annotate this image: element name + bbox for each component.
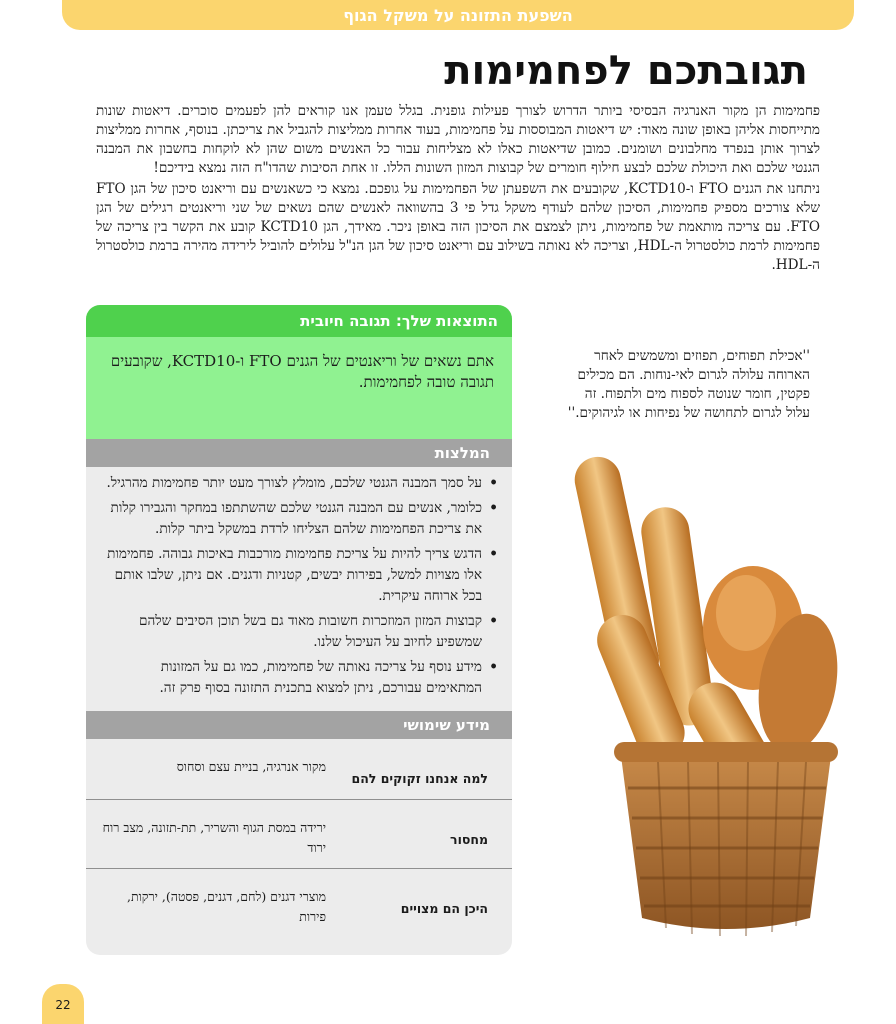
table-row bbox=[86, 739, 512, 800]
list-item: • כלומר, אנשים עם המבנה הגנטי שלכם שהשתתפו במחקר והגבירו קלות את צריכת הפחמימות שלהם הצליחו לרדת במשקל ביתר קלות. bbox=[102, 498, 482, 540]
chapter-title: השפעת התזונה על משקל הגוף bbox=[343, 6, 573, 25]
info-key: היכן הם מצויים bbox=[332, 869, 512, 938]
info-key: למה אנחנו זקוקים להם bbox=[351, 771, 488, 786]
page-number: 22 bbox=[42, 984, 84, 1024]
intro-text bbox=[96, 102, 820, 277]
chapter-banner bbox=[62, 0, 854, 30]
list-item: • על סמך המבנה הגנטי שלכם, מומלץ לצורך מעט יותר פחמימות מהרגיל. bbox=[102, 473, 482, 494]
recommendations-list bbox=[86, 467, 512, 711]
side-quote: ''אכילת תפוחים, תפוזים ומשמשים לאחר הארוחה עלולה לגרום לאי-נוחות. הם מכילים פקטין, חומר שנוטה לספוח מים ולתפוח. זה עלול לגרום לתחושה של נפיחות או לגיהוקים.'' bbox=[567, 348, 810, 421]
recommendations-header: המלצות bbox=[86, 439, 512, 467]
bread-basket-image bbox=[548, 448, 848, 948]
info-value: מקור אנרגיה, בניית עצם וסחוס bbox=[176, 759, 326, 774]
intro-paragraph-2: ניתחנו את הגנים FTO ו-KCTD10, שקובעים את השפעתן של הפחמימות על גופכם. נמצא כי כשאנשים עם וריאנט סיכון של הגן FTO שלא צורכים מספיק פחמימות, הסיכון שלהם לעודף משקל גדל פי 3 בהשוואה לאנשים שהם נשאים של שני וריאנטים רגילים של הגן FTO. עם צריכה מותאמת של פחמימות, ניתן לצמצם את הסיכון הזה באופן ניכר. מאידך, הגן KCTD10 קובע את הקשר בין צריכה של פחמימות לרמת כולסטרול ה-HDL, וצריכה לא נאותה בשילוב עם וריאנט סיכון של הגן הנ"ל עלולים להוביל לירידה מהירה ברמת כולסטרול ה-HDL. bbox=[96, 181, 820, 273]
table-row bbox=[86, 800, 512, 869]
results-card bbox=[86, 305, 512, 955]
list-item: • קבוצות המזון המוזכרות חשובות מאוד גם בשל תוכן הסיבים שלהם שמשפיע לחיוב על העיכול שלנו. bbox=[102, 611, 482, 653]
results-text: אתם נשאים של וריאנטים של הגנים FTO ו-KCTD10, שקובעים תגובה טובה לפחמימות. bbox=[86, 337, 512, 439]
wicker-basket bbox=[614, 742, 838, 936]
useful-info-table bbox=[86, 739, 512, 937]
info-value: ירידה במסת הגוף והשריר, תת-תזונה, מצב רוח ירוד bbox=[86, 800, 332, 869]
table-row bbox=[86, 869, 512, 938]
page-title: תגובתכם לפחמימות bbox=[444, 48, 808, 94]
results-header: התוצאות שלך: תגובה חיובית bbox=[86, 305, 512, 337]
list-item: • הדגש צריך להיות על צריכת פחמימות מורכבות באיכות גבוהה. פחמימות אלו מצויות למשל, בפירות יבשים, קטניות ודגנים. אם ניתן, שלבו אותם בכל ארוחה עיקרית. bbox=[102, 544, 482, 607]
useful-info-header: מידע שימושי bbox=[86, 711, 512, 739]
list-item: • מידע נוסף על צריכה נאותה של פחמימות, כמו גם על המזונות המתאימים עבורכם, ניתן למצוא בתכנית התזונה בסוף פרק זה. bbox=[102, 657, 482, 699]
intro-paragraph-1: פחמימות הן מקור האנרגיה הבסיסי ביותר הדרוש לצורך פעילות גופנית. בגלל טעמן אנו קוראים להן לפעמים סוכרים. דיאטות שונות מתייחסות אליהן באופן שונה מאוד: יש דיאטות המבוססות על פחמימות, בעוד אחרות ממליצות להגביל את צריכתן. בנוסף, אחרות ממליצות לצרוך אותן בנפרד מחלבונים ושומנים. כמובן שדיאטות כאלו לא מצליחות עבור כל האנשים משום שהן לא לוקחות בחשבון את המבנה הגנטי שלכם ואת היכולת שלכם לבצע חילוף חומרים של קבוצות המזון השונות הללו. זו אחת הסיבות שהדו"ח הזה נמצא בידיכם! bbox=[96, 103, 820, 176]
info-key: מחסור bbox=[332, 800, 512, 869]
info-value: מוצרי דגנים (לחם, דגנים, פסטה), ירקות, פירות bbox=[86, 869, 332, 938]
